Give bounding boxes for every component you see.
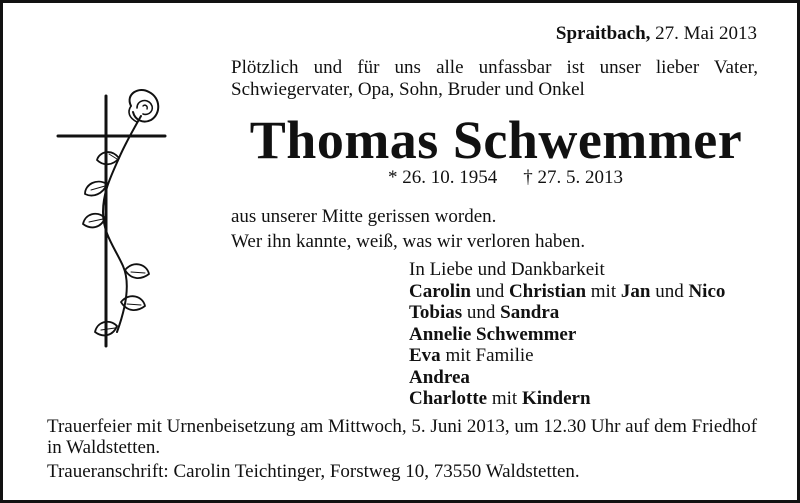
mourner-connector: mit (586, 280, 621, 302)
place-date (556, 23, 757, 45)
mourner-name: Charlotte (409, 388, 488, 409)
cross-with-rose-icon (53, 88, 173, 353)
mourner-connector: und (650, 280, 689, 302)
mourner-line (409, 345, 725, 367)
mourning-address: Traueranschrift: Carolin Teichtinger, Forstweg 10, 73550 Waldstetten. (47, 461, 580, 482)
mitte-line: Wer ihn kannte, weiß, was wir verloren haben. (231, 231, 586, 252)
mourner-name: Sandra (500, 302, 560, 323)
deceased-name: Thomas Schwemmer (249, 110, 743, 170)
mourner-line (409, 324, 725, 346)
mourner-name: Nico (688, 280, 726, 302)
intro-text: Plötzlich und für uns alle unfassbar ist unser lieber Vater, Schwiegervater, Opa, Sohn, Bruder und Onkel (231, 57, 758, 100)
mourner-name: Eva (409, 345, 441, 366)
mourner-line (409, 281, 725, 303)
mourner-line (409, 302, 725, 324)
mourner-connector: und (470, 280, 509, 302)
life-dates (388, 167, 623, 189)
mourner-line (409, 388, 725, 410)
mourner-line (409, 367, 725, 389)
mourner-name: Christian (508, 280, 587, 302)
place: Spraitbach, (555, 23, 651, 44)
mitte-text (231, 204, 585, 254)
mourner-name: Tobias (409, 302, 463, 323)
mourner-name: Andrea (409, 366, 470, 388)
birth-date: * 26. 10. 1954 (388, 167, 498, 188)
mitte-line: aus unserer Mitte gerissen worden. (231, 206, 497, 227)
mourners-intro: In Liebe und Dankbarkeit (409, 259, 605, 280)
mourner-connector: mit (487, 388, 522, 409)
mourner-connector: und (462, 302, 501, 323)
mourner-lines (409, 281, 725, 410)
death-date: † 27. 5. 2013 (523, 167, 623, 188)
mourner-name: Kindern (521, 388, 591, 409)
mourner-name: Carolin (409, 280, 471, 302)
funeral-info: Trauerfeier mit Urnenbeisetzung am Mittwoch, 5. Juni 2013, um 12.30 Uhr auf dem Friedhof in Waldstetten. (47, 416, 758, 458)
date: 27. Mai 2013 (655, 23, 757, 44)
mourner-name: Jan (620, 280, 651, 302)
mourner-name: Annelie Schwemmer (409, 323, 577, 345)
mourners-block (409, 259, 725, 410)
mourner-connector: mit Familie (440, 345, 534, 366)
